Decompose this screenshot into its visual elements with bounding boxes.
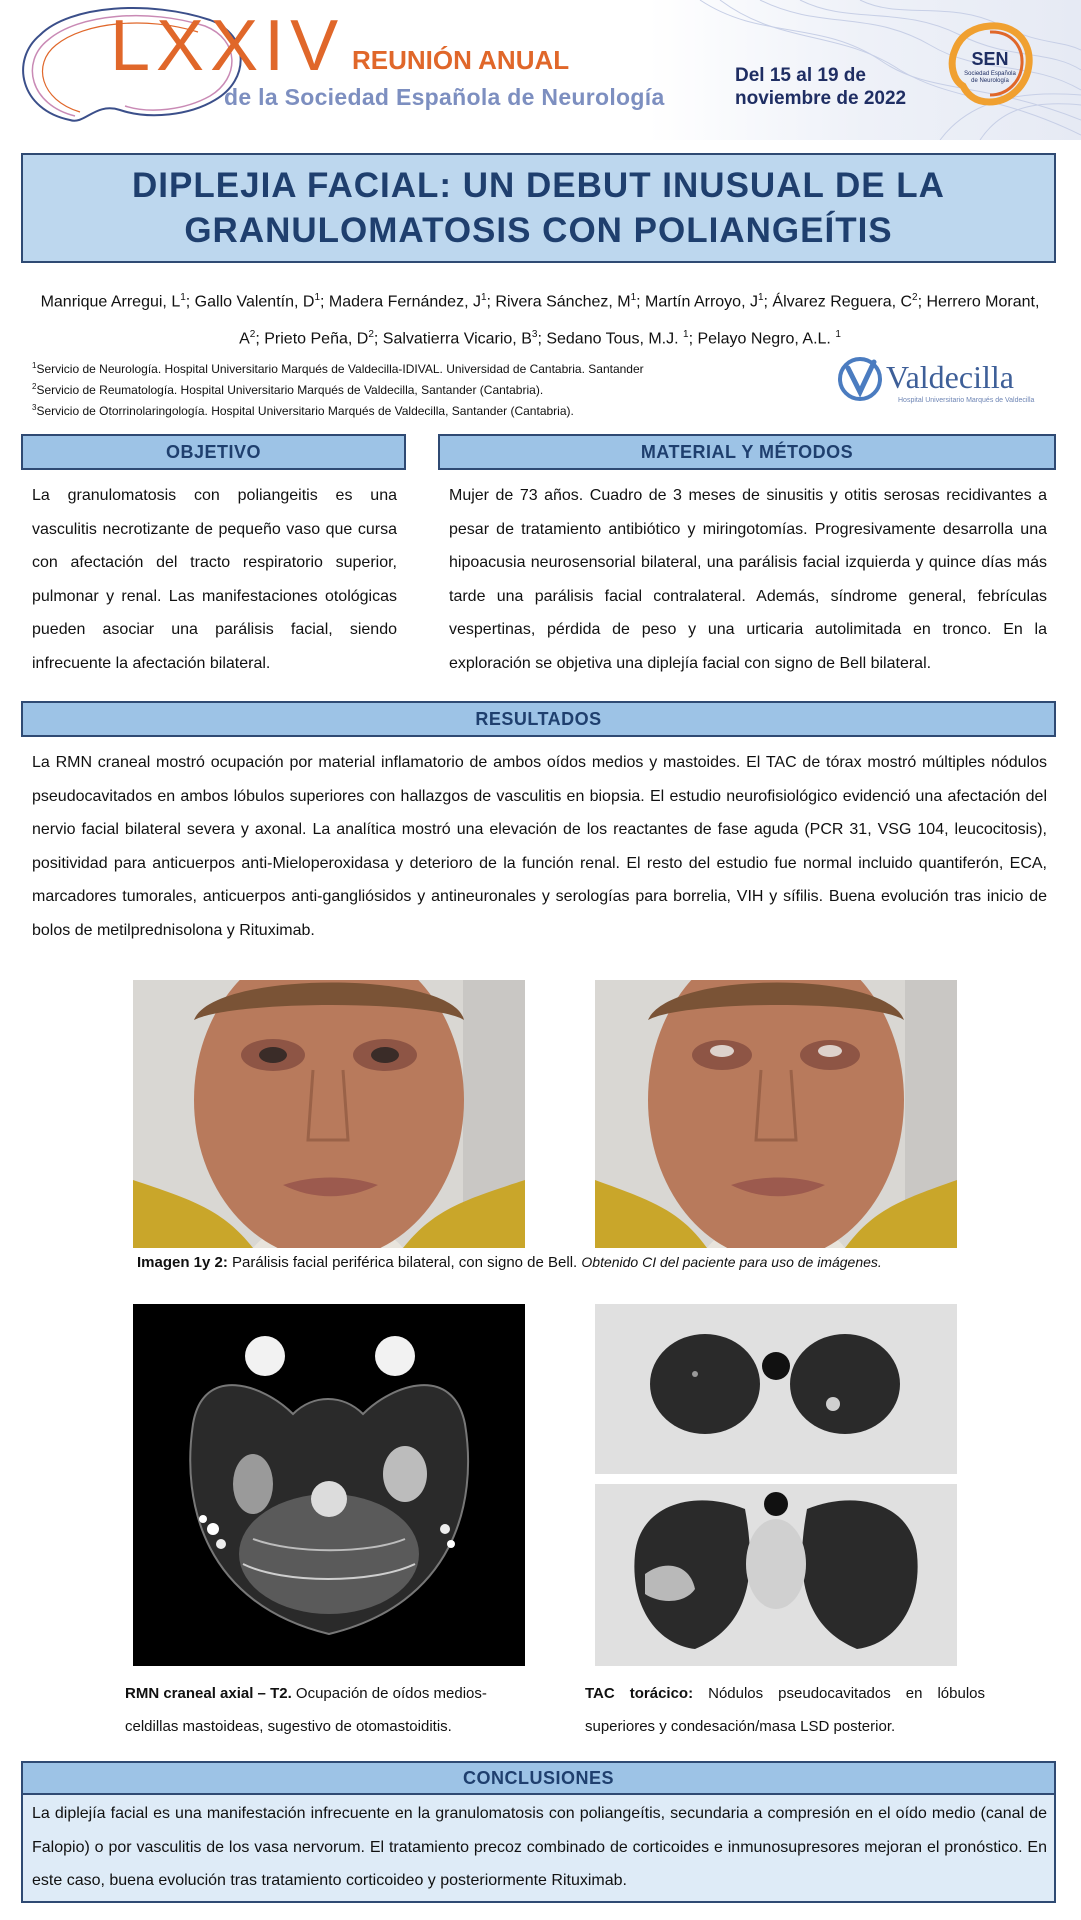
meeting-name: REUNIÓN ANUAL (352, 45, 570, 75)
valdecilla-logo-icon (836, 352, 1036, 407)
patient-face-photo-2 (595, 980, 957, 1248)
face-photo-1-graphic (133, 980, 525, 1248)
affiliation-text: Servicio de Reumatología. Hospital Universitario Marqués de Valdecilla, Santander (Cantabria). (36, 383, 544, 397)
mri-caption-label: RMN craneal axial – T2. (125, 1685, 292, 1702)
author-affiliation-marker: 1 (835, 329, 841, 341)
objetivo-heading: OBJETIVO (165, 441, 262, 462)
faces-caption-note: Obtenido CI del paciente para uso de imágenes. (581, 1254, 882, 1270)
author-name: Manrique Arregui, L (40, 293, 181, 311)
ct-image-graphic (595, 1304, 957, 1666)
material-text: Mujer de 73 años. Cuadro de 3 meses de sinusitis y otitis serosas recidivantes a pesar de tratamiento antibiótico y miringotomías. Progresivamente desarrolla una hipoacusia neurosensorial bilateral, una parálisis facial izquierda y quince días más tarde una parálisis facial contralateral. Además, síndrome general, febrículas vespertinas, pérdida de peso y una urticaria autolimitada en tronco. En la exploración se objetiva una diplejía facial con signo de Bell bilateral. (449, 487, 1047, 672)
author-affiliation-marker: 2 (912, 292, 918, 303)
material-heading-box (438, 434, 1056, 470)
objetivo-text: La granulomatosis con poliangeitis es una vasculitis necrotizante de pequeño vaso que cursa con afectación del tracto respiratorio superior, pulmonar y renal. Las manifestaciones otológicas pueden asociar una parálisis facial, siendo infrecuente la afectación bilateral. (32, 487, 397, 672)
valdecilla-logo (836, 352, 1036, 407)
affiliation-text: Servicio de Otorrinolaringología. Hospital Universitario Marqués de Valdecilla, Santander (Cantabria). (36, 404, 574, 418)
author-name: ; Pelayo Negro, A.L. (688, 330, 836, 348)
author-name: ; Gallo Valentín, D (185, 293, 315, 311)
author-name: ; Sedano Tous, M.J. (537, 330, 683, 348)
date-line-1: Del 15 al 19 de (735, 65, 866, 86)
valdecilla-logo-sub: Hospital Universitario Marqués de Valdecilla (898, 397, 1035, 404)
author-list (40, 281, 1040, 356)
author-affiliation-marker: 1 (314, 292, 320, 303)
patient-face-photo-1 (133, 980, 525, 1248)
author-name: ; Rivera Sánchez, M (486, 293, 631, 311)
ct-caption (585, 1677, 985, 1743)
author-affiliation-marker: 2 (368, 329, 374, 341)
objetivo-heading-box (21, 434, 406, 470)
sen-logo-icon (945, 20, 1035, 110)
faces-caption-text: Parálisis facial periférica bilateral, con signo de Bell. (227, 1254, 582, 1271)
sen-logo-sub1: Sociedad Española (964, 71, 1016, 77)
author-name: ; Álvarez Reguera, C (763, 293, 913, 311)
affiliation-marker: 3 (32, 403, 37, 412)
conclusiones-heading: CONCLUSIONES (462, 1767, 614, 1788)
mri-image (133, 1304, 525, 1666)
mri-caption-text: Ocupación de oídos medios-celdillas mastoideas, sugestivo de otomastoiditis. (125, 1685, 487, 1735)
valdecilla-logo-text: Valdecilla (886, 359, 1014, 395)
affiliation-item (32, 399, 644, 420)
resultados-text: La RMN craneal mostró ocupación por material inflamatorio de ambos oídos medios y mastoides. El TAC de tórax mostró múltiples nódulos pseudocavitados en ambos lóbulos superiores con hallazgos de vasculitis en biopsia. El estudio neurofisiológico evidenció una afectación del nervio facial bilateral severa y axonal. La analítica mostró una elevación de los reactantes de fase aguda (PCR 31, VSG 104, leucocitosis), positividad para anticuerpos anti-Mieloperoxidasa y deterioro de la función renal. El resto del estudio fue normal incluido quantiferón, ECA, marcadores tumorales, anticuerpos anti-gangliósidos y antineuronales y serologías para borrelia, VIH y sífilis. Buena evolución tras inicio de bolos de metilprednisolona y Rituximab. (32, 754, 1047, 939)
ct-caption-text: Nódulos pseudocavitados en lóbulos superiores y condesación/masa LSD posterior. (585, 1685, 985, 1735)
faces-caption-label: Imagen 1y 2: (137, 1254, 228, 1271)
meeting-dates (735, 64, 906, 110)
affiliation-marker: 2 (32, 382, 37, 391)
material-heading: MATERIAL Y MÉTODOS (640, 441, 854, 462)
mri-image-graphic (133, 1304, 525, 1666)
author-name: ; Salvatierra Vicario, B (373, 330, 532, 348)
sen-logo-text: SEN (971, 49, 1009, 69)
resultados-heading-box (21, 701, 1056, 737)
affiliation-list (32, 357, 644, 420)
author-affiliation-marker: 1 (480, 292, 487, 303)
author-name: ; Madera Fernández, J (320, 293, 481, 311)
author-affiliation-marker: 1 (630, 292, 637, 303)
affiliation-marker: 1 (32, 361, 37, 370)
society-name: de la Sociedad Española de Neurología (224, 84, 665, 110)
resultados-heading: RESULTADOS (475, 708, 602, 729)
author-affiliation-marker: 3 (531, 329, 538, 341)
conclusiones-text: La diplejía facial es una manifestación infrecuente en la granulomatosis con poliangeítis, secundaria a compresión en el oído medio (canal de Falopio) o por vasculitis de los vasa nervorum. El tratamiento precoz combinado de corticoides e inmunosupresores mejoran el pronóstico. En este caso, buena evolución tras tratamiento corticoideo y posteriormente Rituximab. (32, 1805, 1047, 1889)
author-name: ; Prieto Peña, D (255, 330, 369, 348)
affiliation-item (32, 357, 644, 378)
meeting-number: LXXIV (110, 6, 345, 86)
ct-caption-label: TAC torácico: (585, 1685, 694, 1702)
author-affiliation-marker: 1 (757, 292, 764, 303)
affiliation-item (32, 378, 644, 399)
poster-header (0, 0, 1081, 140)
poster-title: DIPLEJIA FACIAL: UN DEBUT INUSUAL DE LA GRANULOMATOSIS CON POLIANGEÍTIS (132, 166, 945, 250)
conclusiones-heading-box (21, 1761, 1056, 1795)
author-affiliation-marker: 1 (180, 292, 186, 303)
sen-logo-sub2: de Neurología (971, 78, 1009, 84)
author-affiliation-marker: 1 (683, 329, 689, 341)
affiliation-text: Servicio de Neurología. Hospital Universitario Marqués de Valdecilla-IDIVAL. Universidad de Cantabria. Santander (36, 362, 644, 376)
author-name: ; Martín Arroyo, J (636, 293, 758, 311)
sen-logo (945, 20, 1035, 110)
face-photo-2-graphic (595, 980, 957, 1248)
author-name: ; Herrero Morant, A (239, 293, 1040, 348)
poster-title-box (21, 153, 1056, 263)
date-line-2: noviembre de 2022 (735, 88, 907, 109)
faces-caption (137, 1254, 1017, 1271)
ct-image (595, 1304, 957, 1666)
author-affiliation-marker: 2 (249, 329, 256, 341)
mri-caption (125, 1677, 540, 1743)
